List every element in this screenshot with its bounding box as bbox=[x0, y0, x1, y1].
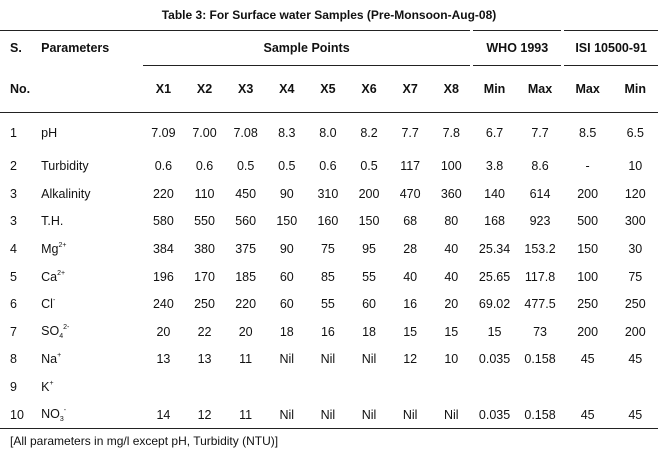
parameter-label: Ca bbox=[41, 269, 58, 284]
table-cell: 150 bbox=[276, 214, 298, 229]
table-cell: 150 bbox=[358, 214, 380, 229]
table-cell: 550 bbox=[194, 214, 215, 229]
table-title: Table 3: For Surface water Samples (Pre-Monsoon-Aug-08) bbox=[161, 8, 497, 22]
table-cell: 0.5 bbox=[360, 159, 378, 174]
parameter-name bbox=[41, 180, 143, 208]
row-number: 9 bbox=[10, 380, 17, 395]
table-cell bbox=[613, 373, 658, 401]
table-cell: 18 bbox=[279, 324, 294, 339]
table-row bbox=[0, 318, 658, 346]
table-cell: 470 bbox=[399, 186, 421, 201]
table-cell: 250 bbox=[624, 297, 646, 312]
table-cell: 13 bbox=[197, 352, 212, 367]
table-cell: 200 bbox=[624, 324, 646, 339]
table-cell: 140 bbox=[484, 186, 505, 201]
table-cell: 55 bbox=[362, 269, 376, 284]
table-cell: 150 bbox=[577, 242, 599, 257]
table-cell: 16 bbox=[403, 297, 418, 312]
sample-points-header: Sample Points bbox=[143, 31, 472, 66]
parameter-name bbox=[41, 373, 143, 401]
table-cell: Nil bbox=[320, 352, 336, 367]
sno-header-top: S. bbox=[0, 31, 41, 66]
table-cell: 375 bbox=[235, 242, 257, 257]
table-cell bbox=[472, 373, 517, 401]
table-cell: 7.7 bbox=[401, 125, 419, 140]
table-cell: 7.00 bbox=[192, 125, 217, 140]
table-cell: 8.0 bbox=[319, 125, 337, 140]
row-number: 5 bbox=[10, 269, 17, 284]
table-cell bbox=[184, 373, 225, 401]
table-cell bbox=[266, 373, 307, 401]
table-cell: 7.09 bbox=[151, 125, 176, 140]
table-cell: 0.6 bbox=[195, 159, 214, 174]
table-cell: Nil bbox=[266, 401, 307, 429]
parameter-name bbox=[41, 263, 143, 291]
table-cell: 69.02 bbox=[478, 297, 511, 312]
sample-point-header: X3 bbox=[225, 66, 266, 113]
table-cell: Nil bbox=[348, 401, 389, 429]
table-cell: 12 bbox=[403, 352, 418, 367]
table-row bbox=[0, 180, 658, 208]
table-cell: 100 bbox=[440, 159, 462, 174]
table-cell: Nil bbox=[390, 401, 431, 429]
table-cell: 6.5 bbox=[626, 125, 644, 140]
sample-point-header: X2 bbox=[184, 66, 225, 113]
parameter-superscript: - bbox=[63, 406, 67, 414]
table-cell: 200 bbox=[358, 186, 380, 201]
table-cell: 25.65 bbox=[478, 269, 511, 284]
parameter-superscript: + bbox=[49, 380, 54, 388]
parameter-superscript: - bbox=[52, 297, 56, 305]
table-cell: 0.158 bbox=[517, 401, 562, 429]
parameter-name bbox=[41, 235, 143, 263]
table-cell: 250 bbox=[577, 297, 599, 312]
parameter-label: K bbox=[41, 380, 50, 395]
table-row bbox=[0, 235, 658, 263]
parameters-header-blank bbox=[41, 66, 143, 113]
table-row bbox=[0, 346, 658, 374]
table-cell: 73 bbox=[533, 324, 547, 339]
row-number: 6 bbox=[10, 297, 17, 312]
water-quality-table bbox=[0, 30, 658, 429]
table-cell: 360 bbox=[440, 186, 462, 201]
table-cell: 170 bbox=[194, 269, 215, 284]
row-number: 3 bbox=[10, 214, 17, 229]
parameter-superscript: + bbox=[57, 352, 62, 360]
parameter-label: Turbidity bbox=[41, 159, 89, 174]
table-cell: 30 bbox=[628, 242, 643, 257]
parameter-superscript: 2+ bbox=[57, 269, 66, 277]
table-cell: 250 bbox=[194, 297, 215, 312]
sample-point-header: X6 bbox=[348, 66, 389, 113]
table-cell: 923 bbox=[529, 214, 551, 229]
table-cell bbox=[348, 373, 389, 401]
sample-point-header: X8 bbox=[431, 66, 472, 113]
table-cell: 45 bbox=[628, 352, 643, 367]
parameter-label: pH bbox=[41, 125, 58, 140]
table-cell: 60 bbox=[279, 269, 294, 284]
row-number: 7 bbox=[10, 324, 17, 339]
table-cell: 14 bbox=[143, 401, 184, 429]
table-row bbox=[0, 153, 658, 181]
table-cell: 500 bbox=[577, 214, 599, 229]
table-cell: 8.6 bbox=[531, 159, 549, 174]
table-cell bbox=[390, 373, 431, 401]
table-cell: 614 bbox=[529, 186, 551, 201]
table-cell: 13 bbox=[156, 352, 171, 367]
table-cell: 55 bbox=[320, 297, 335, 312]
table-cell: 20 bbox=[444, 297, 459, 312]
table-cell: 45 bbox=[580, 352, 595, 367]
row-number: 3 bbox=[10, 186, 17, 201]
parameter-superscript: 2+ bbox=[58, 242, 67, 250]
parameter-label: Mg bbox=[41, 242, 59, 257]
row-number: 10 bbox=[0, 401, 41, 429]
table-row bbox=[0, 401, 658, 429]
table-cell: 450 bbox=[235, 186, 257, 201]
table-cell: 45 bbox=[563, 401, 613, 429]
table-cell: 3.8 bbox=[485, 159, 504, 174]
table-cell: Nil bbox=[361, 352, 377, 367]
parameter-subscript: 4 bbox=[59, 332, 64, 340]
table-cell: 6.7 bbox=[485, 125, 504, 140]
table-cell: 580 bbox=[152, 214, 174, 229]
table-cell: 117 bbox=[400, 159, 421, 174]
table-cell: 153.2 bbox=[524, 242, 556, 257]
table-cell: 160 bbox=[317, 214, 339, 229]
sample-point-header: X5 bbox=[307, 66, 348, 113]
table-cell: 0.6 bbox=[319, 159, 337, 174]
who-header: WHO 1993 bbox=[472, 31, 563, 66]
parameter-superscript: 2- bbox=[63, 323, 70, 331]
table-cell bbox=[225, 373, 266, 401]
table-row bbox=[0, 373, 658, 401]
sample-point-header: X7 bbox=[390, 66, 431, 113]
table-cell: 60 bbox=[362, 297, 376, 312]
table-cell: 0.5 bbox=[278, 159, 296, 174]
table-cell: 68 bbox=[403, 214, 418, 229]
table-cell: 560 bbox=[235, 214, 257, 229]
table-cell: 220 bbox=[152, 186, 174, 201]
table-cell: 28 bbox=[403, 242, 418, 257]
table-cell: 380 bbox=[194, 242, 215, 257]
footnote: [All parameters in mg/l except pH, Turbidity (NTU)] bbox=[10, 434, 279, 448]
table-cell: 200 bbox=[577, 324, 599, 339]
table-cell: 25.34 bbox=[478, 242, 511, 257]
table-cell: 168 bbox=[484, 214, 505, 229]
row-number: 8 bbox=[10, 352, 17, 367]
table-cell: 90 bbox=[279, 186, 294, 201]
table-cell: Nil bbox=[307, 401, 348, 429]
table-cell bbox=[563, 373, 613, 401]
parameter-name bbox=[41, 346, 143, 374]
table-cell: 20 bbox=[238, 324, 253, 339]
table-cell: 8.2 bbox=[360, 125, 378, 140]
parameter-label: SO bbox=[41, 323, 60, 338]
table-cell: 12 bbox=[184, 401, 225, 429]
row-number: 1 bbox=[10, 125, 17, 140]
table-cell: Nil bbox=[279, 352, 295, 367]
parameter-name bbox=[41, 290, 143, 318]
table-row bbox=[0, 263, 658, 291]
table-cell: 110 bbox=[194, 186, 215, 201]
table-cell: 15 bbox=[403, 324, 418, 339]
table-cell: 80 bbox=[444, 214, 459, 229]
table-cell: 40 bbox=[444, 269, 459, 284]
table-cell: 300 bbox=[624, 214, 646, 229]
table-cell: 117.8 bbox=[524, 269, 556, 284]
table-cell: 477.5 bbox=[524, 297, 556, 312]
table-cell: 100 bbox=[577, 269, 599, 284]
table-cell: 11 bbox=[239, 352, 253, 367]
table-cell: Nil bbox=[431, 401, 472, 429]
table-cell: 40 bbox=[403, 269, 418, 284]
parameters-header: Parameters bbox=[41, 31, 143, 66]
parameter-label: Alkalinity bbox=[41, 186, 91, 201]
table-cell: 220 bbox=[235, 297, 257, 312]
parameter-name bbox=[41, 208, 143, 236]
table-cell: 85 bbox=[320, 269, 335, 284]
table-cell: 15 bbox=[444, 324, 459, 339]
table-cell bbox=[307, 373, 348, 401]
table-cell: 45 bbox=[613, 401, 658, 429]
table-cell: 75 bbox=[320, 242, 335, 257]
table-cell bbox=[143, 373, 184, 401]
table-cell: 11 bbox=[225, 401, 266, 429]
table-cell: 240 bbox=[152, 297, 174, 312]
parameter-name bbox=[41, 153, 143, 181]
table-cell: 22 bbox=[197, 324, 212, 339]
table-cell: 15 bbox=[487, 324, 502, 339]
table-cell: 95 bbox=[362, 242, 376, 257]
table-cell: 18 bbox=[362, 324, 376, 339]
table-cell: 16 bbox=[320, 324, 335, 339]
table-cell: 75 bbox=[628, 269, 643, 284]
parameter-label: NO bbox=[41, 406, 60, 421]
table-cell: 0.035 bbox=[472, 401, 517, 429]
table-cell: 310 bbox=[317, 186, 339, 201]
table-cell: 8.5 bbox=[578, 125, 597, 140]
table-row bbox=[0, 290, 658, 318]
who-subheader: Max bbox=[517, 66, 562, 113]
row-number: 2 bbox=[10, 159, 17, 174]
table-cell: 185 bbox=[235, 269, 257, 284]
table-cell: 120 bbox=[624, 186, 646, 201]
table-row bbox=[0, 208, 658, 236]
sample-point-header: X1 bbox=[143, 66, 184, 113]
parameter-name bbox=[41, 318, 143, 346]
table-cell: 90 bbox=[279, 242, 294, 257]
table-cell: 60 bbox=[279, 297, 294, 312]
table-cell: 7.8 bbox=[442, 125, 460, 140]
table-cell: 10 bbox=[628, 159, 643, 174]
parameter-name bbox=[41, 113, 143, 153]
table-cell: 20 bbox=[156, 324, 171, 339]
who-subheader: Min bbox=[472, 66, 517, 113]
table-cell: - bbox=[585, 159, 590, 174]
sno-header-bottom: No. bbox=[0, 66, 41, 113]
isi-header: ISI 10500-91 bbox=[563, 31, 658, 66]
table-cell: 0.5 bbox=[236, 159, 255, 174]
table-cell: 196 bbox=[152, 269, 174, 284]
parameter-label: Cl bbox=[41, 297, 53, 312]
table-cell bbox=[431, 373, 472, 401]
table-cell: 0.6 bbox=[154, 159, 173, 174]
isi-subheader: Min bbox=[613, 66, 658, 113]
parameter-name bbox=[41, 401, 143, 429]
table-cell: 384 bbox=[152, 242, 174, 257]
sample-point-header: X4 bbox=[266, 66, 307, 113]
table-cell: 10 bbox=[444, 352, 459, 367]
table-row bbox=[0, 113, 658, 153]
table-cell: 8.3 bbox=[278, 125, 296, 140]
parameter-label: Na bbox=[41, 352, 58, 367]
table-cell: 200 bbox=[577, 186, 599, 201]
row-number: 4 bbox=[10, 242, 17, 257]
table-cell: 7.7 bbox=[531, 125, 549, 140]
parameter-label: T.H. bbox=[41, 214, 64, 229]
parameter-subscript: 3 bbox=[59, 415, 64, 423]
table-cell bbox=[517, 373, 562, 401]
isi-subheader: Max bbox=[563, 66, 613, 113]
table-cell: 0.158 bbox=[524, 352, 556, 367]
table-cell: 40 bbox=[444, 242, 459, 257]
table-cell: 0.035 bbox=[478, 352, 511, 367]
table-cell: 7.08 bbox=[233, 125, 258, 140]
